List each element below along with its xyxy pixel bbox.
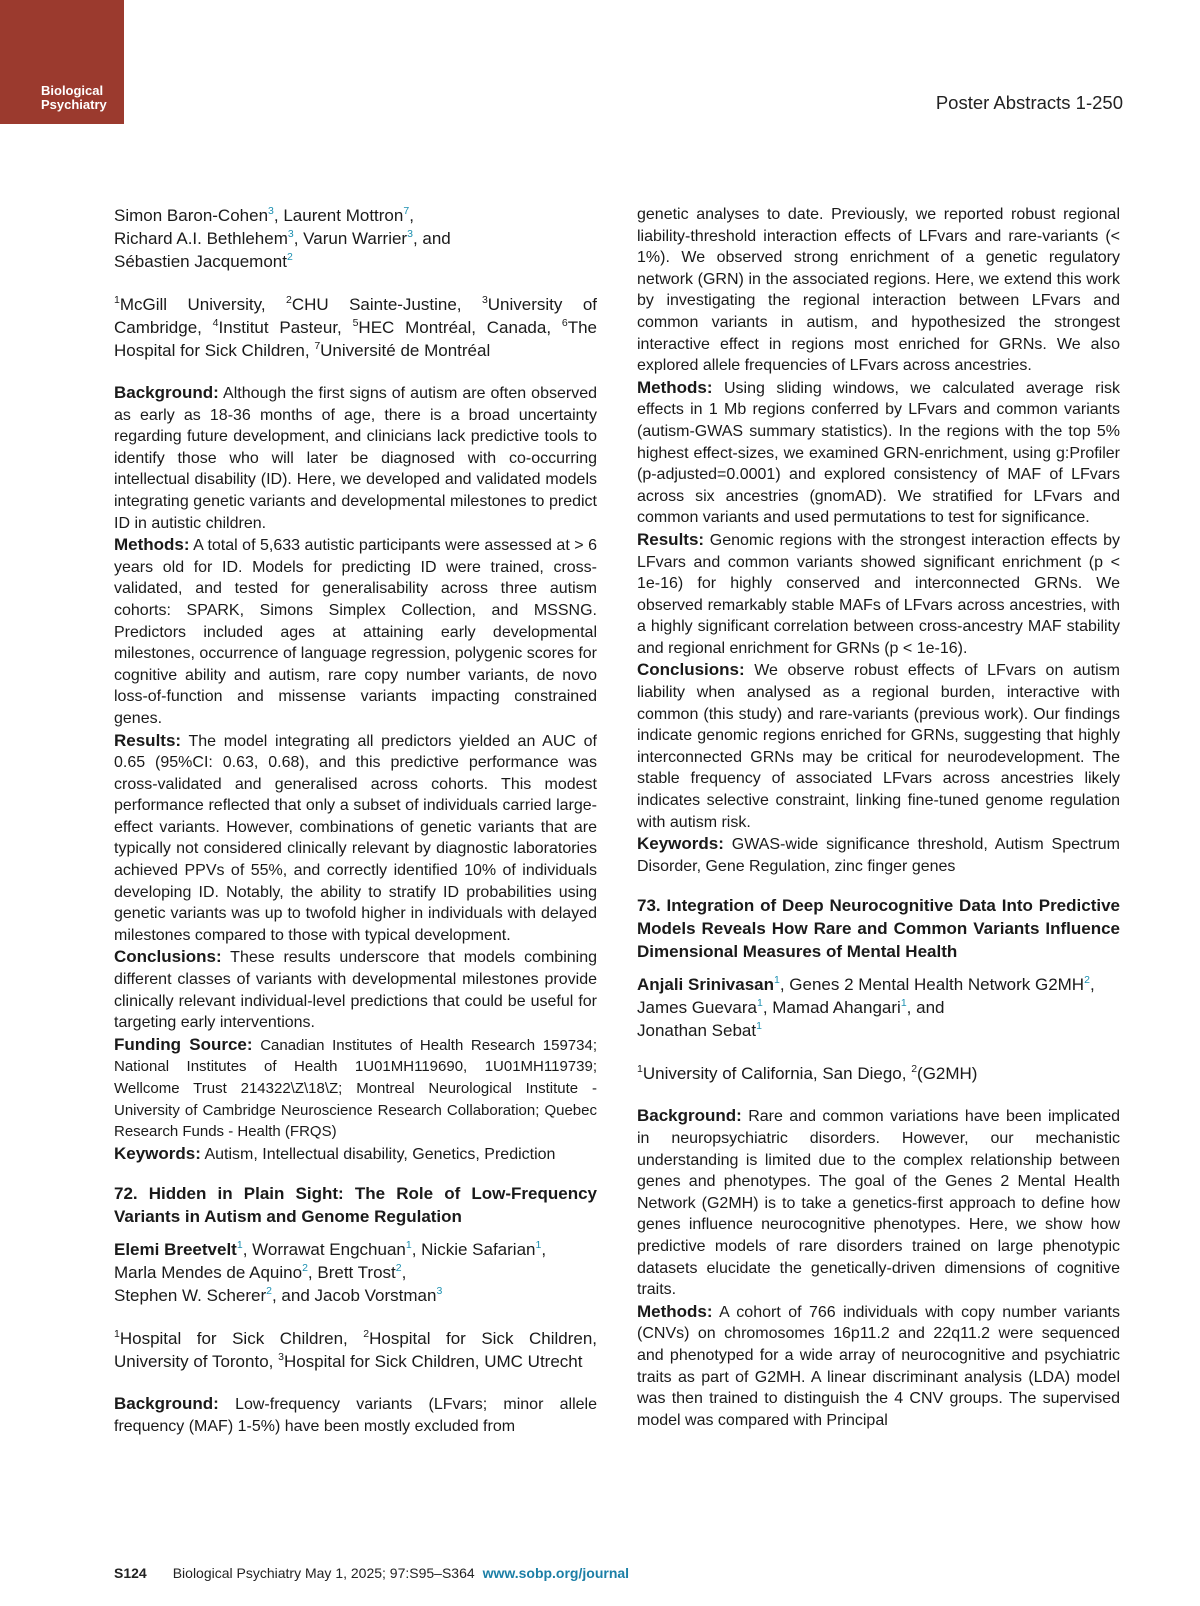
abstract71-conclusions bbox=[114, 946, 597, 1033]
author-name: Laurent Mottron bbox=[283, 206, 404, 225]
author-sup: 3 bbox=[407, 228, 413, 240]
section-text: Autism, Intellectual disability, Genetics, Prediction bbox=[200, 1145, 556, 1163]
section-label: Background: bbox=[114, 1394, 219, 1414]
section-text: These results underscore that models combining different classes of variants with developmental milestones provide clinically relevant individual-level predictions that could be useful for targeting early interventions. bbox=[114, 949, 597, 1032]
section-label: Conclusions: bbox=[114, 947, 222, 967]
section-label: Methods: bbox=[637, 1301, 713, 1321]
author-name: Worrawat Engchuan bbox=[252, 1240, 406, 1260]
abstract72-authors: Elemi Breetvelt$^1$, Worrawat Engchuan$^1$, Nickie Safarian$^1$, Marla Mendes de Aquino$^2$, Brett Trost$^2$, Stephen W. Scherer$^2$, and Jacob Vorstman$^3$ bbox=[114, 1239, 547, 1306]
abstract73-title: 73. Integration of Deep Neurocognitive Data Into Predictive Models Reveals How Rare and Common Variants Influence Dimensional Measures of Mental Health bbox=[637, 896, 1120, 962]
affil-text: Institut Pasteur, bbox=[218, 318, 353, 337]
author-sup: 1 bbox=[236, 1239, 243, 1252]
affil-text: CHU Sainte-Justine, bbox=[291, 295, 482, 314]
author-sup: 1 bbox=[757, 997, 763, 1010]
author-name: Stephen W. Scherer bbox=[114, 1286, 267, 1306]
author-sup: 1 bbox=[756, 1020, 762, 1033]
affil-sup: 2 bbox=[363, 1328, 370, 1341]
author-sup: 3 bbox=[436, 1285, 443, 1298]
section-text: The model integrating all predictors yielded an AUC of 0.65 (95%CI: 0.63, 0.68), and this predictive performance was cross-validated and generalised across cohorts. This modest performance reflected that only a subset of individuals carried large-effect variants. However, combinations of genetic variants that are typically not considered clinically relevant by diagnostic laboratories achieved PPVs of 55%, and correctly identified 10% of individuals developing ID. Notably, the ability to stratify ID probabilities using genetic variants was up to twofold higher in individuals with delayed milestones compared to those with typical development. bbox=[114, 732, 597, 944]
citation: Biological Psychiatry May 1, 2025; 97:S95–S364 bbox=[172, 1565, 475, 1581]
section-text: Canadian Institutes of Health Research 159734; National Institutes of Health 1U01MH119690, 1U01MH119739; Wellcome Trust 214322\Z\18\Z; Montreal Neurological Institute - University of Cambridge Neuroscience Research Collaboration; Quebec Research Funds - Health (FRQS) bbox=[114, 1036, 598, 1141]
author-sep: , bbox=[307, 1263, 318, 1283]
page-number: S124 bbox=[114, 1565, 147, 1581]
section-text: A cohort of 766 individuals with copy number variants (CNVs) on chromosomes 16p11.2 and 22q11.2 were sequenced and phenotyped for a wide array of neurocognitive and psychiatric traits as part of G2MH. A linear discriminant analysis (LDA) model was then trained to distinguish the 4 CNV groups. The supervised model was compared with Principal bbox=[637, 1303, 1120, 1429]
section-text: GWAS-wide significance threshold, Autism Spectrum Disorder, Gene Regulation, zinc finger genes bbox=[637, 836, 1120, 875]
section-text: We observe robust effects of LFvars on autism liability when analysed as a regional burden, interactive with common (this study) and rare-variants (previous work). Our findings indicate genomic regions enriched for GRNs, suggesting that highly interconnected GRNs may be critical for neurodevelopment. The stable frequency of associated LFvars across ancestries likely indicates selective constraint, linking fine-tuned genome regulation with autism risk. bbox=[637, 662, 1120, 831]
affil-text: Hospital for Sick Children, UMC Utrecht bbox=[283, 1352, 583, 1372]
affil-text: University of Cambridge, bbox=[114, 295, 597, 337]
journal-name-line1: Biological bbox=[41, 83, 104, 98]
affil-text: The Hospital for Sick Children, bbox=[114, 318, 597, 360]
author-sep: , bbox=[293, 229, 304, 248]
abstract72-affiliations bbox=[114, 1327, 597, 1373]
author-name: Brett Trost bbox=[317, 1263, 396, 1283]
affil-sup: 7 bbox=[314, 340, 321, 352]
abstract72-keywords bbox=[637, 833, 1120, 877]
author-sup: 2 bbox=[395, 1262, 402, 1275]
abstract71-affiliations bbox=[114, 293, 597, 362]
section-text: Low-frequency variants (LFvars; minor allele frequency (MAF) 1-5%) have been mostly excluded from bbox=[114, 1396, 597, 1435]
abstract71-keywords bbox=[114, 1143, 597, 1166]
author-sup: 1 bbox=[900, 997, 907, 1010]
author-sup: 7 bbox=[403, 205, 410, 217]
abstract73-authors: Anjali Srinivasan$^1$, Genes 2 Mental Health Network $G2MH^2$, James Guevara$^1$, Mamad Ahangari$^1$, and Jonathan Sebat$^1$ bbox=[637, 974, 1095, 1041]
section-text: Rare and common variations have been implicated in neuropsychiatric disorders. However, our mechanistic understanding is limited due to the complex relationship between genes and phenotypes. The goal of the Genes 2 Mental Health Network (G2MH) is to take a genetics-first approach to define how genes influence neurocognitive phenotypes. Here, we show how predictive models of rare disorders trained on large phenotypic datasets elucidate the genetically-driven dimensions of cognitive traits. bbox=[637, 1108, 1120, 1299]
author-name: Jonathan Sebat bbox=[637, 1021, 757, 1041]
affil-text: Hospital for Sick Children, bbox=[119, 1329, 364, 1349]
affil-sup: 2 bbox=[911, 1063, 918, 1076]
affil-text: (G2MH) bbox=[917, 1064, 978, 1084]
author-name: Nickie Safarian bbox=[421, 1240, 536, 1260]
affil-sup: 1 bbox=[637, 1063, 643, 1076]
section-label: Funding Source: bbox=[114, 1034, 253, 1054]
journal-logo bbox=[0, 0, 124, 124]
affil-sup: 4 bbox=[212, 317, 219, 329]
running-head: Poster Abstracts 1-250 bbox=[935, 92, 1123, 113]
left-column bbox=[114, 204, 597, 1438]
author-sep: , and bbox=[412, 229, 451, 248]
author-name: Jacob Vorstman bbox=[314, 1286, 437, 1306]
abstract72-title: 72. Hidden in Plain Sight: The Role of Low-Frequency Variants in Autism and Genome Regulation bbox=[114, 1184, 597, 1227]
author-sup: 3 bbox=[268, 205, 274, 217]
journal-name-line2: Psychiatry bbox=[41, 97, 107, 112]
author-sup: 2 bbox=[266, 1285, 272, 1298]
author-name: James Guevara bbox=[637, 998, 757, 1018]
author-sup: 1 bbox=[405, 1239, 412, 1252]
author-sup: 1 bbox=[535, 1239, 542, 1252]
affil-text: HEC Montréal, Canada, bbox=[358, 318, 562, 337]
author-sep: , and bbox=[906, 998, 945, 1018]
section-label: Background: bbox=[114, 383, 219, 402]
abstract71-authors bbox=[114, 204, 597, 273]
affil-sup: 1 bbox=[114, 1328, 120, 1341]
abstract72-background bbox=[114, 1393, 597, 1437]
abstract71-methods bbox=[114, 534, 597, 729]
first-author: Elemi Breetvelt bbox=[114, 1240, 237, 1260]
affil-text: Université de Montréal bbox=[320, 341, 491, 360]
section-label: Conclusions: bbox=[637, 660, 745, 680]
author-name: Marla Mendes de Aquino bbox=[114, 1263, 303, 1283]
section-label: Methods: bbox=[114, 535, 190, 555]
section-label: Results: bbox=[637, 529, 705, 549]
abstract73-affiliations bbox=[637, 1062, 1120, 1085]
journal-link[interactable]: www.sobp.org/journal bbox=[482, 1565, 630, 1581]
author-name: Varun Warrier bbox=[303, 229, 408, 248]
author-sep: , bbox=[541, 1240, 547, 1260]
author-sup: 2 bbox=[1084, 974, 1090, 987]
author-sup: 3 bbox=[287, 228, 294, 240]
abstract72-conclusions bbox=[637, 659, 1120, 833]
abstract71-results bbox=[114, 730, 597, 947]
author-name: Genes 2 Mental Health Network G2MH bbox=[789, 975, 1085, 995]
section-label: Keywords: bbox=[114, 1143, 201, 1163]
section-text: Genomic regions with the strongest interaction effects by LFvars and common variants showed significant enrichment (p < 1e-16) for highly conserved and interconnected GRNs. We observed remarkably stable MAFs of LFvars across ancestries, with a highly significant correlation between cross-ancestry MAF stability and regional enrichment for GRNs (p < 1e-16). bbox=[637, 531, 1120, 657]
author-sup: 2 bbox=[286, 251, 293, 263]
author-sep: , bbox=[762, 998, 773, 1018]
affil-text: University of California, San Diego, bbox=[642, 1064, 912, 1084]
section-label: Keywords: bbox=[637, 834, 724, 854]
affil-sup: 6 bbox=[561, 317, 568, 329]
author-sup: 1 bbox=[774, 974, 780, 987]
section-text: Using sliding windows, we calculated average risk effects in 1 Mb regions conferred by LFvars and common variants (autism-GWAS summary statistics). In the regions with the top 5% highest effect-sizes, we examined GRN-enrichment, using g:Profiler (p-adjusted=0.0001) and explored consistency of MAF of LFvars across six ancestries (gnomAD). We stratified for LFvars and common variants and used permutations to test for significance. bbox=[637, 379, 1120, 527]
affil-text: Hospital for Sick Children, University of Toronto, bbox=[114, 1329, 597, 1372]
affil-sup: 3 bbox=[481, 294, 488, 306]
author-sep: , bbox=[409, 206, 414, 225]
abstract71-background bbox=[114, 382, 597, 534]
affil-sup: 5 bbox=[352, 317, 359, 329]
author-name: Mamad Ahangari bbox=[772, 998, 901, 1018]
section-text: Although the first signs of autism are often observed as early as 18-36 months of age, there is a broad uncertainty regarding future development, and clinicians lack predictive tools to identify those who will later be diagnosed with co-occurring intellectual disability (ID). Here, we developed and validated models integrating genetic variants and developmental milestones to predict ID in autistic children. bbox=[114, 385, 597, 532]
abstract72-methods bbox=[637, 377, 1120, 529]
abstract72-results bbox=[637, 529, 1120, 660]
abstract72-background-continued: genetic analyses to date. Previously, we reported robust regional liability-threshold interaction effects of LFvars and rare-variants (< 1%). We observed strong enrichment of a genetic regulatory network (GRN) in the associated regions. Here, we extend this work by investigating the regional interaction between LFvars and common variants in autism, and hypothesized the strongest interactive effect in regions most enriched for GRNs. We also explored allele frequencies of LFvars across ancestries. bbox=[637, 206, 1120, 375]
right-column bbox=[637, 204, 1120, 1431]
abstract71-funding bbox=[114, 1034, 597, 1143]
affil-sup: 1 bbox=[114, 294, 120, 306]
author-sep: , bbox=[273, 206, 284, 225]
section-label: Results: bbox=[114, 730, 182, 750]
author-sep: , and bbox=[271, 1286, 315, 1306]
affil-sup: 2 bbox=[285, 294, 292, 306]
author-sup: 2 bbox=[302, 1262, 308, 1275]
section-text: A total of 5,633 autistic participants were assessed at > 6 years old for ID. Models for predicting ID were trained, cross-validated, and tested for generalisability across three autism cohorts: SPARK, Simons Simplex Collection, and MSSNG. Predictors included ages at attaining early developmental milestones, occurrence of language regression, polygenic scores for cognitive ability and autism, rare copy number variants, de novo loss-of-function and missense variants impacting constrained genes. bbox=[114, 537, 597, 727]
first-author: Anjali Srinivasan bbox=[637, 975, 774, 995]
author-name: Simon Baron-Cohen bbox=[114, 206, 269, 225]
section-label: Background: bbox=[637, 1106, 742, 1126]
abstract73-methods bbox=[637, 1301, 1120, 1432]
page-footer bbox=[114, 1565, 629, 1581]
author-sep: , bbox=[411, 1240, 422, 1260]
author-sep: , bbox=[1089, 975, 1095, 995]
affil-sup: 3 bbox=[278, 1351, 284, 1364]
author-name: Richard A.I. Bethlehem bbox=[114, 229, 288, 248]
author-sep: , bbox=[401, 1263, 407, 1283]
author-name: Sébastien Jacquemont bbox=[114, 252, 287, 271]
section-label: Methods: bbox=[637, 377, 713, 397]
affil-text: McGill University, bbox=[119, 295, 286, 314]
abstract73-background bbox=[637, 1105, 1120, 1300]
